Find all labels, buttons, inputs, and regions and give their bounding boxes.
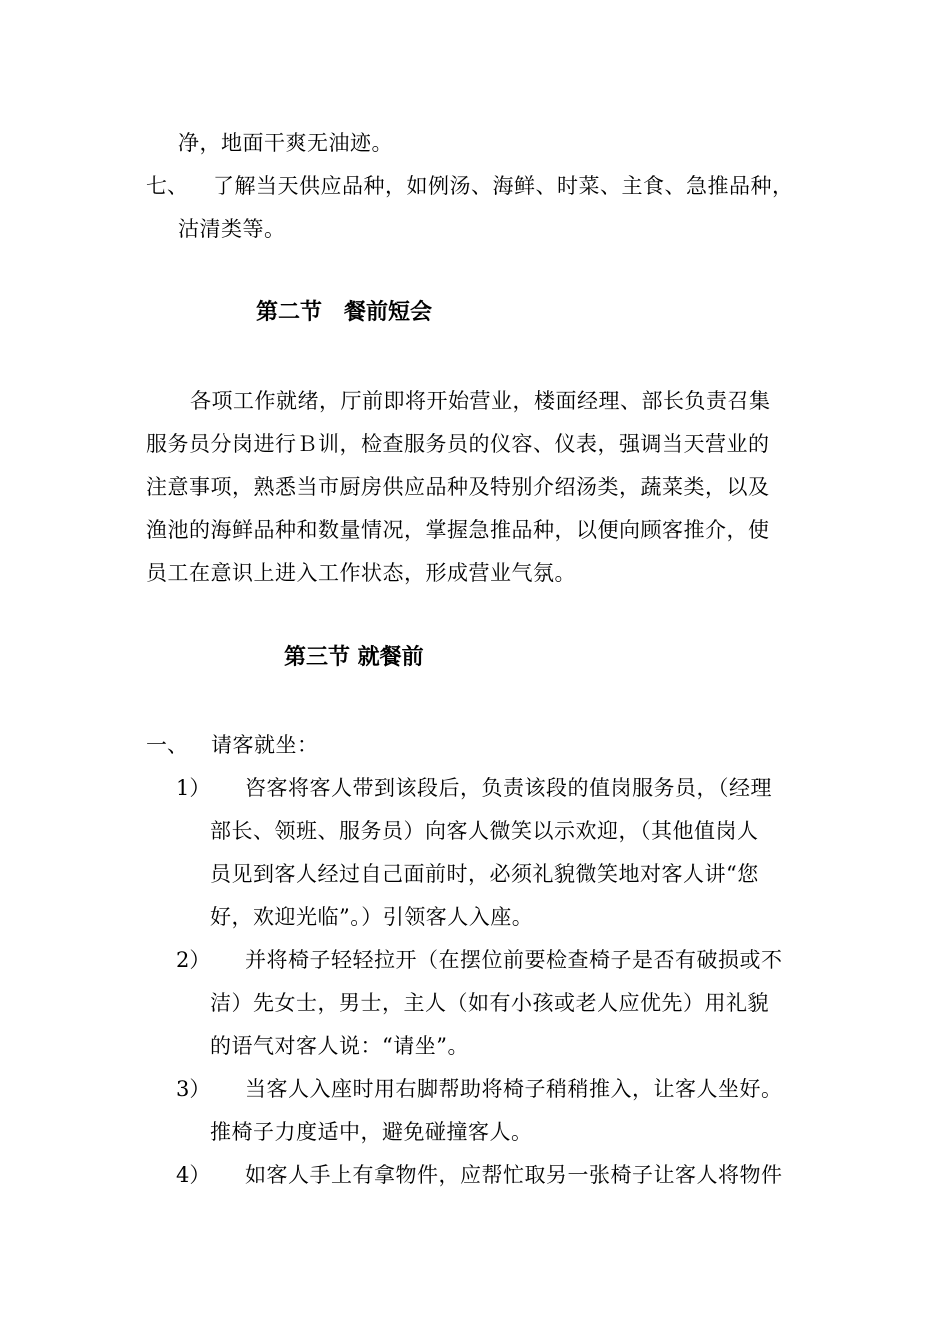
sub-list-marker: 1） xyxy=(176,776,211,800)
sub-list-text: 部长、领班、服务员）向客人微笑以示欢迎，（其他值岗人 xyxy=(210,819,759,843)
paragraph-line: 注意事项，熟悉当市厨房供应品种及特别介绍汤类，蔬菜类，以及 xyxy=(146,475,770,499)
list-item-text: 沽清类等。 xyxy=(178,217,286,241)
sub-list-text: 当客人入座时用右脚帮助将椅子稍稍推入，让客人坐好。 xyxy=(245,1077,783,1101)
paragraph-line: 员工在意识上进入工作状态，形成营业气氛。 xyxy=(146,561,576,585)
sub-list-text: 咨客将客人带到该段后，负责该段的值岗服务员，（经理 xyxy=(245,776,772,800)
list-marker: 一、 xyxy=(146,733,188,757)
paragraph-line: 服务员分岗进行Ｂ训，检查服务员的仪容、仪表，强调当天营业的 xyxy=(146,432,770,456)
sub-list-text: 推椅子力度适中，避免碰撞客人。 xyxy=(210,1120,533,1144)
paragraph-line: 各项工作就绪，厅前即将开始营业，楼面经理、部长负责召集 xyxy=(190,389,771,413)
list-item-text: 了解当天供应品种，如例汤、海鲜、时菜、主食、急推品种， xyxy=(213,174,794,198)
sub-list-marker: 4） xyxy=(176,1163,211,1187)
list-marker: 七、 xyxy=(146,174,188,198)
section-heading: 第三节 就餐前 xyxy=(284,645,424,670)
sub-list-text: 并将椅子轻轻拉开（在摆位前要检查椅子是否有破损或不 xyxy=(245,948,783,972)
sub-list-text: 员见到客人经过自己面前时，必须礼貌微笑地对客人讲“您 xyxy=(210,862,759,886)
sub-list-marker: 3） xyxy=(176,1077,211,1101)
sub-list-text: 的语气对客人说：“请坐”。 xyxy=(210,1034,469,1058)
sub-list-text: 洁）先女士，男士，主人（如有小孩或老人应优先）用礼貌 xyxy=(210,991,769,1015)
list-item-title: 请客就坐： xyxy=(211,733,319,757)
sub-list-text: 好，欢迎光临”。）引领客人入座。 xyxy=(210,905,534,929)
section-heading: 第二节 餐前短会 xyxy=(256,300,433,325)
sub-list-marker: 2） xyxy=(176,948,211,972)
sub-list-text: 如客人手上有拿物件，应帮忙取另一张椅子让客人将物件 xyxy=(245,1163,783,1187)
continued-text-line: 净，地面干爽无油迹。 xyxy=(178,131,393,155)
paragraph-line: 渔池的海鲜品种和数量情况，掌握急推品种，以便向顾客推介，使 xyxy=(146,518,770,542)
